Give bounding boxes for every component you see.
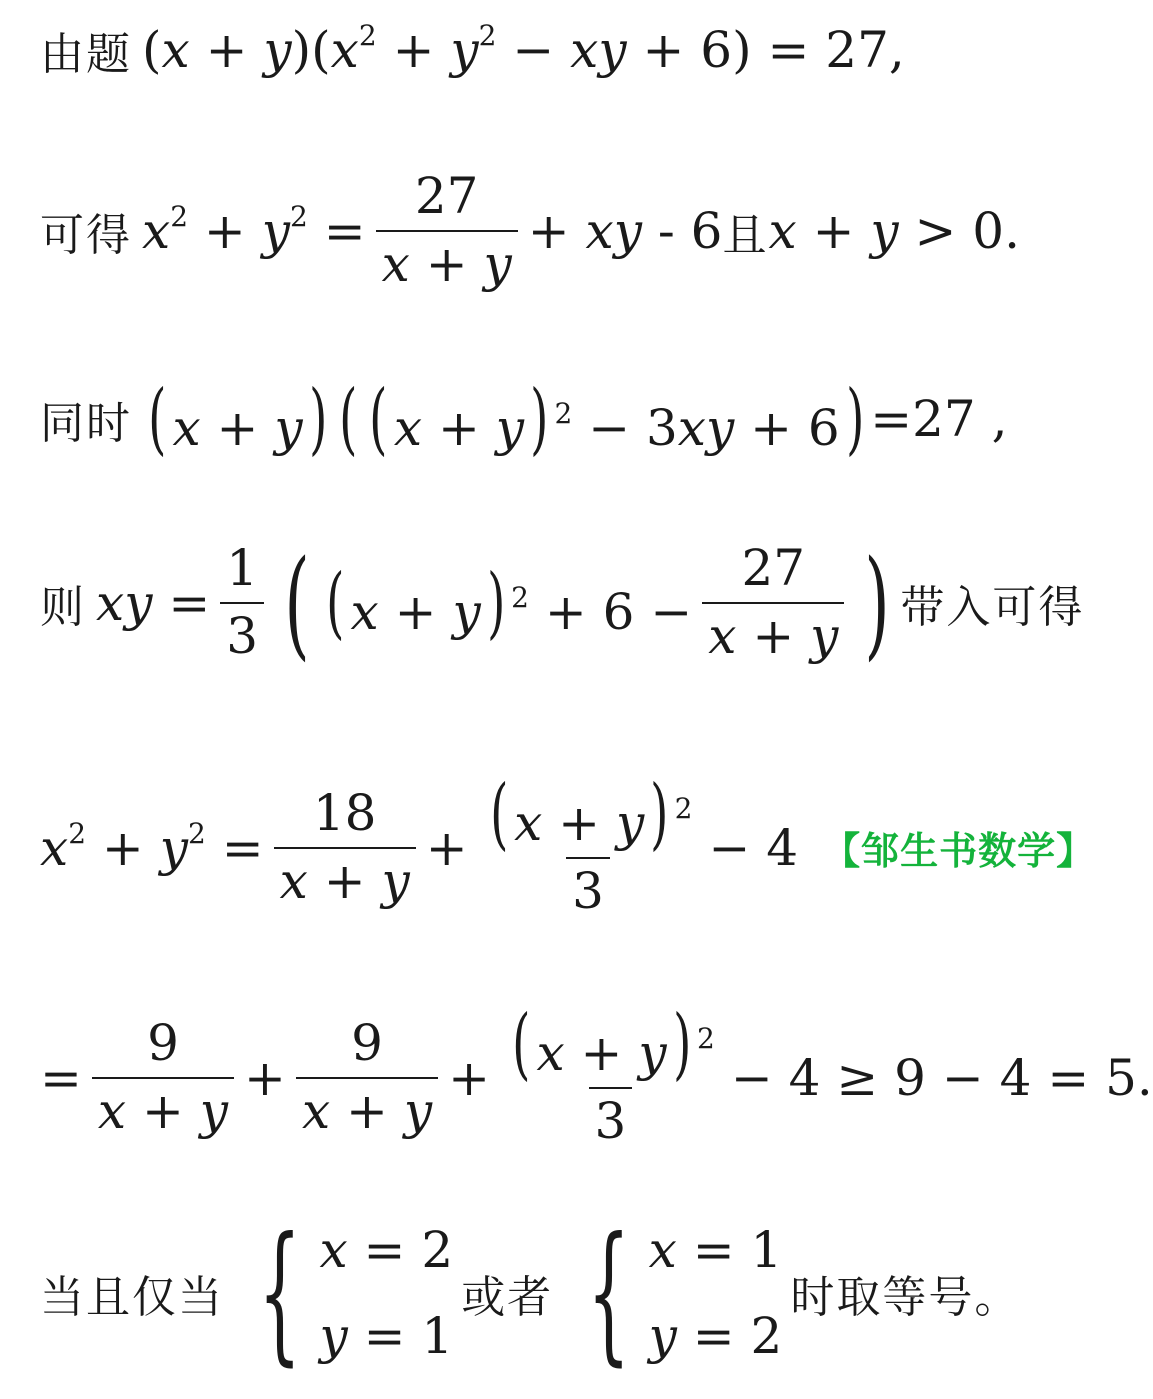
fraction-one-third: $\frac{1}{3}$ — [220, 540, 264, 665]
fraction-18-over-sum: $\frac{18}{x + y}$ — [274, 785, 416, 910]
line-7-prefix: 当且仅当 — [40, 1272, 224, 1323]
line-3-prefix: 同时 — [40, 398, 132, 449]
line-6: = $\frac{9}{x + y}$ + $\frac{9}{x + y}$ + $\frac{( x + y) ^2}{3}$ − 4 ≥ 9 − 4 = 5. — [40, 999, 1153, 1150]
fraction-square-over-3: $\frac{( x + y) ^2}{3}$ — [489, 769, 693, 920]
equation-4-lhs: xy = — [96, 573, 211, 632]
equation-2-rhs: + xy - 6 — [527, 201, 723, 260]
line-1-prefix: 由题 — [40, 29, 132, 80]
equation-5-lhs: $x^2 + y^2$ = — [40, 816, 264, 877]
fraction-9-over-sum-a: $\frac{9}{x + y}$ — [92, 1015, 234, 1140]
equation-3: ( x + y) ( ( x + y) $^2$ − 3xy + 6) — [148, 374, 865, 464]
fraction-27-over-sum: $\frac{27}{x + y}$ — [376, 168, 518, 293]
fraction-27-over-sum-2: $\frac{27}{x + y}$ — [702, 540, 844, 665]
line-4-prefix: 则 — [40, 581, 86, 633]
line-2-prefix: 可得 — [40, 209, 132, 261]
brand-watermark: 【邹生书数学】 — [822, 829, 1096, 874]
line-4: 则 xy = $\frac{1}{3}$ ( ( x + y) $^2$ + 6 − $\frac{27}{x + y}$ ) 带入可得 — [40, 533, 1085, 672]
line-1 — [40, 18, 905, 82]
line-4-suffix: 带入可得 — [900, 581, 1085, 633]
equation-6-tail: − 4 ≥ 9 − 4 = 5. — [730, 1048, 1153, 1107]
case-system-2: { x = 1 y = 2 — [587, 1206, 783, 1380]
equation-1: $(x + y)(x^2 + y^2$ − xy + 6) = 27, — [142, 19, 905, 79]
equation-4-inner: ( x + y) $^2$ + 6 − — [326, 557, 693, 648]
equation-2-lhs: $x^2 + y^2$ = — [142, 199, 366, 260]
line-7 — [40, 1206, 1021, 1380]
line-3 — [40, 374, 1008, 464]
line-2 — [40, 168, 1020, 293]
line-2-and: 且 — [722, 209, 769, 261]
line-5: $x^2 + y^2$ = $\frac{18}{x + y}$ + $\frac{( x + y) ^2}{3}$ − 4 【邹生书数学】 — [40, 769, 1096, 920]
case-system-1: { x = 2 y = 1 — [258, 1206, 454, 1380]
line-2-tail: x + y > 0. — [768, 201, 1021, 260]
line-7-or: 或者 — [461, 1272, 554, 1323]
fraction-9-over-sum-b: $\frac{9}{x + y}$ — [296, 1015, 438, 1140]
line-7-suffix: 时取等号。 — [790, 1272, 1021, 1323]
line-3-tail: =27 , — [870, 390, 1008, 448]
fraction-square-over-3-b: $\frac{( x + y) ^2}{3}$ — [512, 999, 715, 1150]
